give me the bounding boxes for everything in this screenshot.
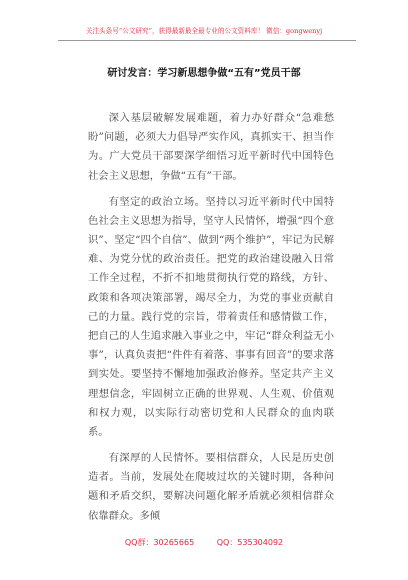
- paragraph-people-sentiment: 有深厚的人民情怀。要相信群众，人民是历史创造者。当前，发展处在爬坡过坎的关键时期，各种问题和矛盾交织，要解决问题化解矛盾就必须相信群众依靠群众。多倾: [88, 452, 334, 522]
- footer-qq-group: QQ群：30265665: [124, 538, 195, 547]
- header-promo-note: 关注头条号“公文研究”，获得最新最全最专业的公文资料库！ 微信：gongwenyj: [85, 27, 323, 35]
- paragraph-political-stance: 有坚定的政治立场。坚持以习近平新时代中国特色社会主义思想为指导，坚守人民情怀，增强“四个意识”、坚定“四个自信”、做到“两个维护”，牢记为民解难、为党分忧的政治责任。把党的政治建设融入日常工作全过程，不折不扣地贯彻执行党的路线，方针、政策和各项决策部署，竭尽全力，为党的事业贡献自己的力量。践行党的宗旨，带着责任和感情做工作，把自己的人生追求融入事业之中，牢记“群众利益无小事”，认真负责把“件件有着落、事事有回音”的要求落到实处。要坚持不懈地加强政治修养。坚定共产主义理想信念，牢固树立正确的世界观、人生观、价值观和权力观，以实际行动密切党和人民群众的血肉联系。: [88, 195, 334, 439]
- document-title: 研讨发言：学习新思想争做“五有”党员干部: [107, 68, 301, 79]
- footer-contact: [0, 537, 408, 548]
- paragraph-intro: 深入基层破解发展难题，着力办好群众“急难愁盼”问题，必须大力倡导严实作风，真抓实干、担当作为。广大党员干部要深学细悟习近平新时代中国特色社会主义思想，争做“五有”干部。: [88, 112, 334, 182]
- document-body: [88, 109, 334, 533]
- footer-qq-number: QQ：535304092: [216, 538, 284, 547]
- header-divider: [58, 40, 356, 41]
